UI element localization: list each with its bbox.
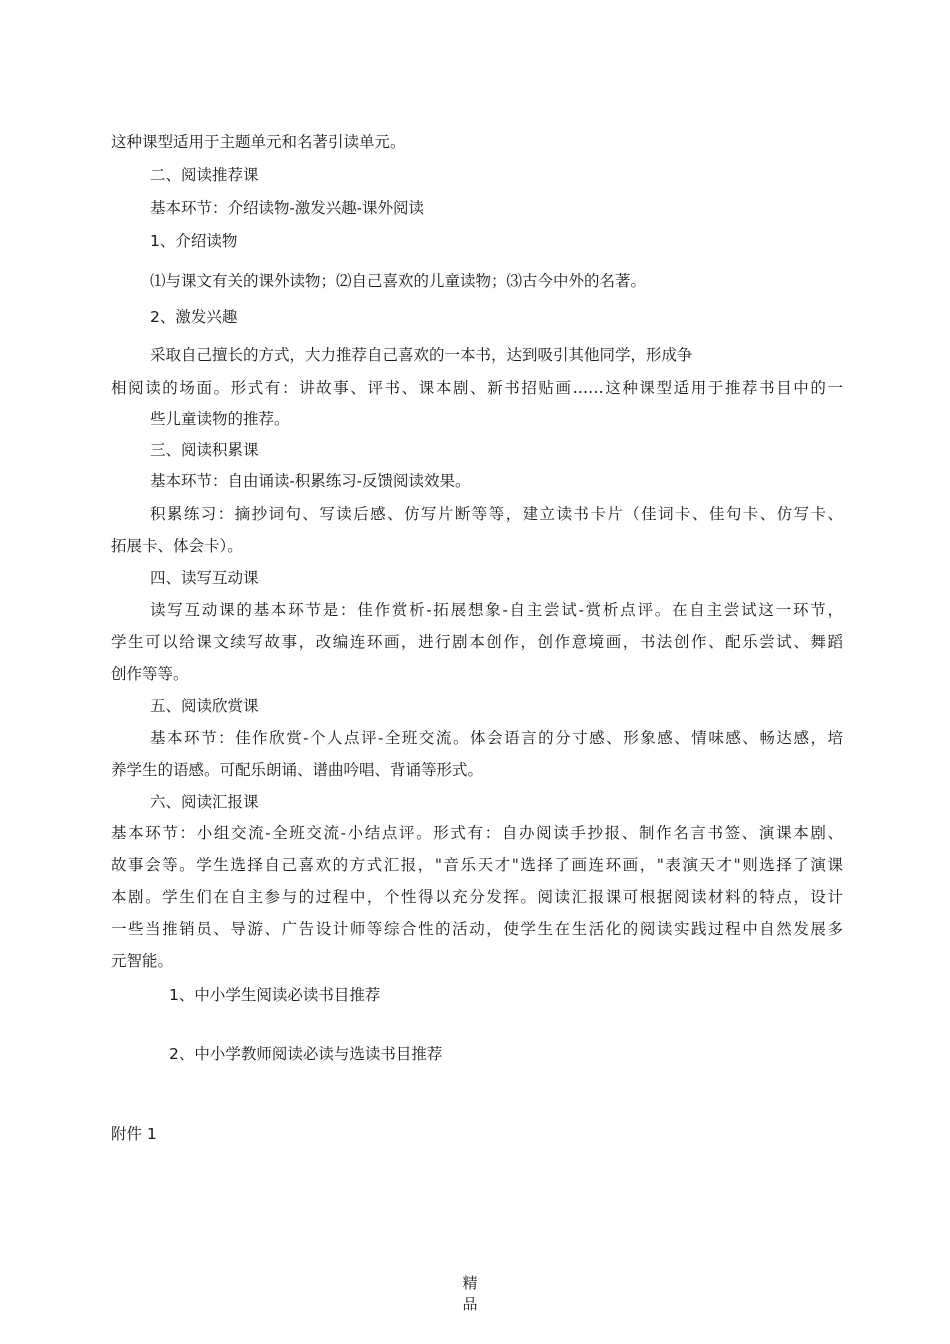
- heading-reading-appreciation: 五、阅读欣赏课: [150, 697, 259, 715]
- paragraph-stimulate-line-2: 相阅读的场面。形式有：讲故事、评书、课本剧、新书招贴画……这种课型适用于推荐书目中的一: [111, 379, 843, 397]
- paragraph-course-type-note: 这种课型适用于主题单元和名著引读单元。: [111, 133, 406, 151]
- attachment-label: 附件 1: [111, 1125, 157, 1143]
- paragraph-interaction-line-1: 读写互动课的基本环节是：佳作赏析-拓展想象-自主尝试-赏析点评。在自主尝试这一环节，: [150, 601, 843, 619]
- paragraph-accumulation-line-2: 拓展卡、体会卡）。: [111, 537, 243, 555]
- paragraph-report-line-2: 故事会等。学生选择自己喜欢的方式汇报，"音乐天才"选择了画连环画，"表演天才"则选择了演课: [111, 856, 843, 874]
- heading-reading-recommendation: 二、阅读推荐课: [150, 166, 259, 184]
- paragraph-appreciation-line-2: 养学生的语感。可配乐朗诵、谱曲吟唱、背诵等形式。: [111, 761, 484, 779]
- paragraph-report-line-5: 元智能。: [111, 952, 174, 970]
- paragraph-interaction-line-2: 学生可以给课文续写故事，改编连环画，进行剧本创作，创作意境画，书法创作、配乐尝试、舞蹈: [111, 633, 843, 651]
- heading-reading-report: 六、阅读汇报课: [150, 793, 259, 811]
- subheading-stimulate-interest: 2、激发兴趣: [150, 308, 238, 326]
- list-item-teacher-books: 2、中小学教师阅读必读与选读书目推荐: [169, 1045, 443, 1063]
- paragraph-report-line-1: 基本环节：小组交流-全班交流-小结点评。形式有：自办阅读手抄报、制作名言书签、演课本剧、: [111, 824, 843, 842]
- paragraph-accumulation-line-1: 积累练习：摘抄词句、写读后感、仿写片断等等，建立读书卡片（佳词卡、佳句卡、仿写卡、: [150, 505, 843, 523]
- paragraph-basic-steps-accumulation: 基本环节：自由诵读-积累练习-反馈阅读效果。: [150, 472, 471, 490]
- list-item-student-books: 1、中小学生阅读必读书目推荐: [169, 986, 381, 1004]
- heading-read-write-interaction: 四、读写互动课: [150, 569, 259, 587]
- paragraph-stimulate-line-1: 采取自己擅长的方式，大力推荐自己喜欢的一本书，达到吸引其他同学，形成争: [150, 346, 693, 364]
- paragraph-stimulate-line-3: 些儿童读物的推荐。: [150, 410, 290, 428]
- paragraph-material-list: ⑴与课文有关的课外读物；⑵自己喜欢的儿童读物；⑶古今中外的名著。: [150, 272, 647, 290]
- paragraph-interaction-line-3: 创作等等。: [111, 665, 189, 683]
- page-footer: 精品: [462, 1274, 478, 1313]
- paragraph-appreciation-line-1: 基本环节：佳作欣赏-个人点评-全班交流。体会语言的分寸感、形象感、情味感、畅达感，培: [150, 729, 843, 747]
- subheading-introduce-materials: 1、介绍读物: [150, 232, 238, 250]
- paragraph-report-line-4: 一些当推销员、导游、广告设计师等综合性的活动，使学生在生活化的阅读实践过程中自然发展多: [111, 920, 843, 938]
- heading-reading-accumulation: 三、阅读积累课: [150, 441, 259, 459]
- paragraph-report-line-3: 本剧。学生们在自主参与的过程中，个性得以充分发挥。阅读汇报课可根据阅读材料的特点，设计: [111, 888, 843, 906]
- paragraph-basic-steps-recommendation: 基本环节：介绍读物-激发兴趣-课外阅读: [150, 199, 424, 217]
